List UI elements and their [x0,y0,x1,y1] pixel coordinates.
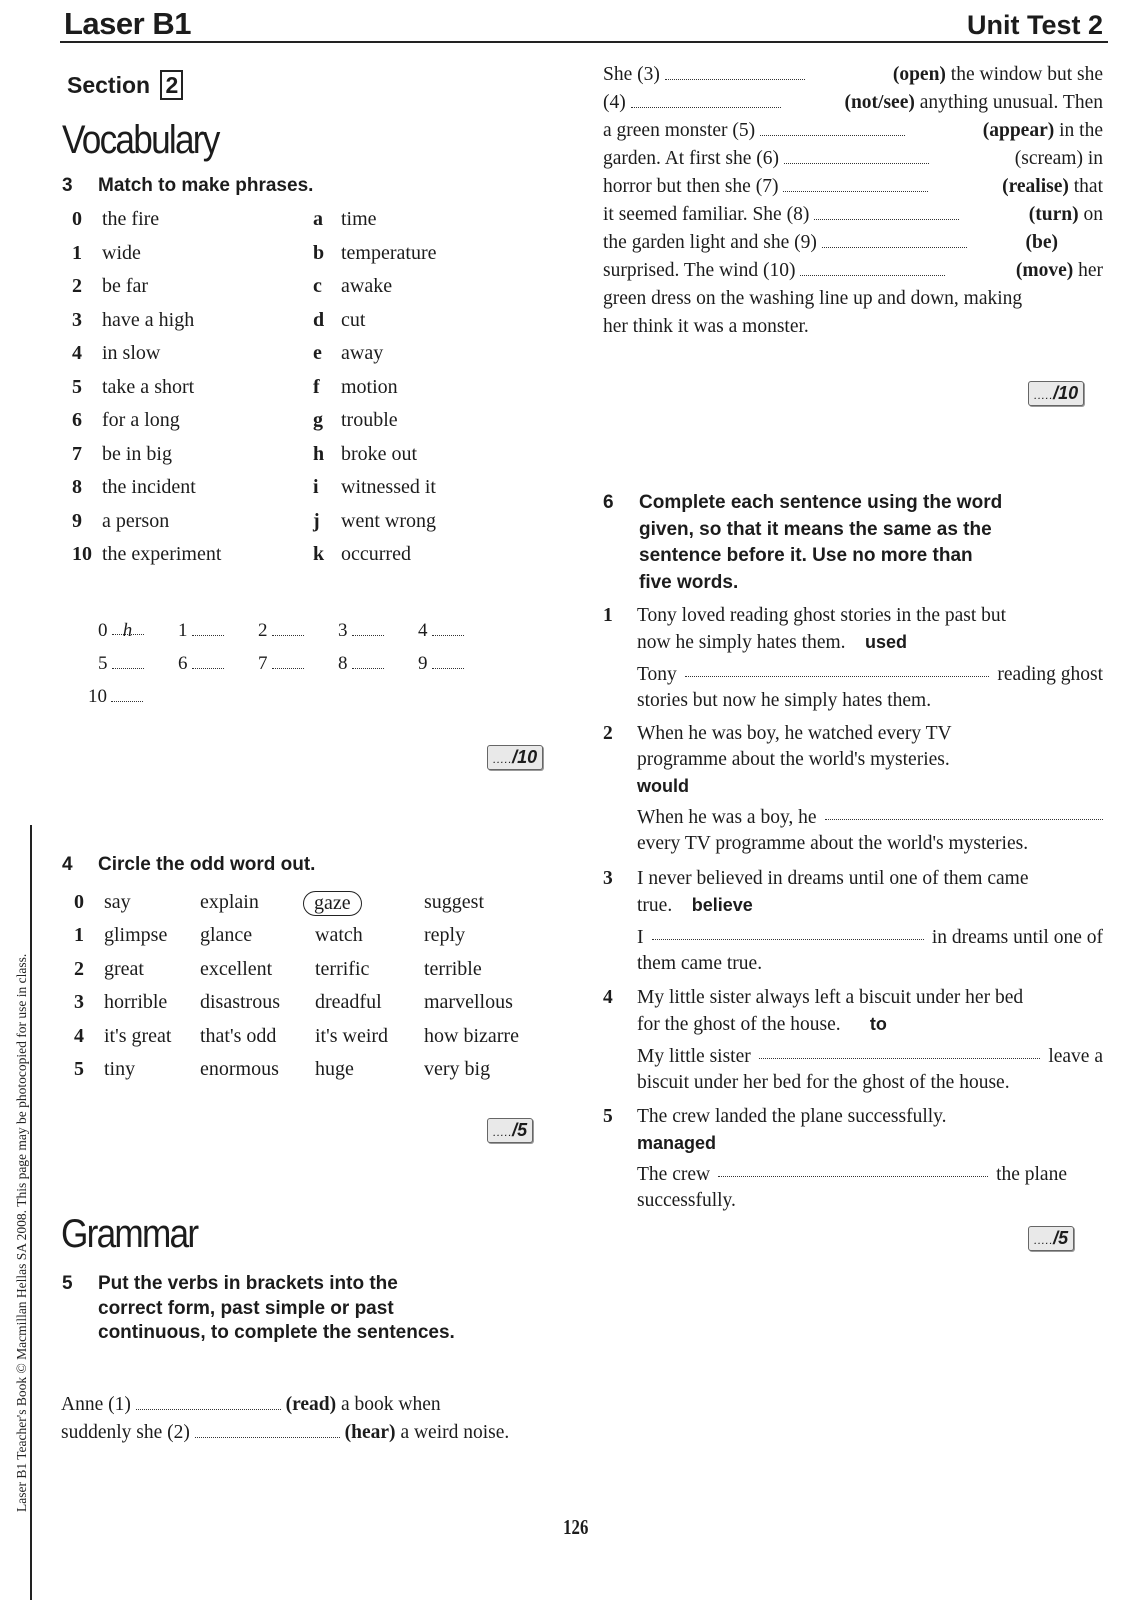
section-text: Section [67,72,151,98]
gap-8[interactable] [814,205,959,220]
q5-text-continued: She (3) (open) the window but she (4) (not/see) anything unusual. Then a green monster (5) (appear) in the garden. At first she (6) (scream) in horror but then she (7) (realise) that it seemed familiar. She (8) (turn) on the garden light and she (9) (be) surprised. The wind (10) (move) her green dress on the washing line up and down, making her think it was a monster. [603,61,1103,341]
q3-left-num: 7 [72,442,82,465]
q5-text-start: Anne (1) (read) a book when suddenly she (2) (hear) a weird noise. [61,1394,510,1443]
vocabulary-heading: Vocabulary [62,118,219,162]
q3-left-num: 0 [72,208,82,230]
word-option[interactable]: say [104,891,131,913]
q5-instruction: 5 Put the verbs in brackets into the correct form, past simple or past continuous, to complete the sentences. [62,1273,455,1343]
header-unit: Unit Test 2 [966,10,1103,40]
q3-left-column [72,208,322,577]
q4-text: Circle the odd word out. [98,854,316,875]
word-option[interactable]: great [104,958,144,980]
gap-7[interactable] [783,177,928,192]
q3-right-letter: i [313,476,319,498]
q6-instruction: 6 Complete each sentence using the word given, so that it means the same as the sentence before it. Use no more than five words. [603,492,1003,593]
q4-row: 0 say explain gaze suggest [74,891,484,914]
q4-row: 2 great excellent terrific terrible [74,958,482,980]
word-option[interactable]: that's odd [200,1025,277,1047]
word-option[interactable]: explain [200,891,259,913]
word-option[interactable]: glance [200,924,253,946]
q3-right-column [313,208,553,577]
q5-line: garden. At first she (6) (scream) in [603,148,1103,169]
q4-row: 5 tiny enormous huge very big [74,1058,491,1080]
q3-left-num: 3 [72,308,82,331]
q6-number: 6 [603,492,614,513]
q3-right-phrase: away [341,342,384,364]
key-word: managed [637,1133,717,1153]
q4-row: 3 horrible disastrous dreadful marvellous [74,991,513,1013]
margin-rule [30,825,32,1600]
q3-right-phrase: broke out [341,442,418,465]
word-option[interactable]: terrific [315,958,370,980]
q3-right-letter: k [313,543,325,565]
q3-right-phrase: cut [341,308,366,331]
q3-left-phrase: be far [102,275,149,297]
answer-gap[interactable] [652,925,924,940]
word-option[interactable]: disastrous [200,991,280,1013]
copyright-notice: Laser B1 Teacher's Book © Macmillan Hellas SA 2008. This page may be photocopied for use in class. [14,953,29,1512]
answer-gap[interactable] [825,805,1103,820]
section-number: 2 [160,70,183,100]
q3-left-phrase: have a high [102,308,195,331]
word-option[interactable]: suggest [424,891,484,913]
q3-right-letter: h [313,442,325,465]
q3-right-letter: j [313,509,320,532]
gap-3[interactable] [665,65,805,80]
q5-line: a green monster (5) (appear) in the [603,120,1103,141]
q3-left-num: 6 [72,409,82,431]
answer-gap[interactable] [759,1044,1041,1059]
answer-gap[interactable] [718,1162,988,1177]
q3-right-letter: b [313,241,325,264]
q3-left-phrase: take a short [102,375,195,398]
q3-right-letter: g [313,409,323,431]
q5-line: surprised. The wind (10) (move) her [603,260,1103,281]
gap-6[interactable] [784,149,929,164]
q3-left-num: 8 [72,476,82,498]
q5-line: She (3) (open) the window but she [603,64,1103,85]
q5-line: (4) (not/see) anything unusual. Then [603,92,1103,113]
q3-instruction [62,173,313,199]
word-option[interactable]: dreadful [315,991,382,1013]
q3-left-phrase: a person [102,509,170,532]
q6-score-box: ...../5 [1028,1226,1074,1251]
answer-slot[interactable]: 10 [88,686,143,708]
q3-text: Match to make phrases. [98,175,314,196]
q5-score-box: ...../10 [1028,381,1084,406]
q6-item: 1 Tony loved reading ghost stories in the past but now he simply hates them. used Tony reading ghost stories but now he simply hates them. [603,605,1103,711]
q3-right-phrase: witnessed it [341,476,436,498]
word-option[interactable]: very big [424,1058,491,1080]
q4-row: 4 it's great that's odd it's weird how bizarre [74,1025,519,1047]
q3-right-phrase: time [341,208,377,230]
q4-row: 1 glimpse glance watch reply [74,924,466,946]
word-option[interactable]: glimpse [104,924,168,946]
answer-slot[interactable]: 2 [258,620,304,642]
gap-5[interactable] [760,121,905,136]
answer-slot[interactable]: 8 [338,653,384,675]
gap-4[interactable] [631,93,781,108]
q3-number: 3 [62,175,73,196]
word-option[interactable]: it's great [104,1025,172,1047]
q6-item: 2 When he was boy, he watched every TV programme about the world's mysteries. would When he was a boy, he every TV programme about the world's mysteries. [603,721,1103,857]
q3-left-phrase: the incident [102,476,196,498]
q3-left-num: 2 [72,275,82,297]
q3-right-letter: d [313,308,325,331]
answer-gap[interactable] [685,662,990,677]
q3-right-phrase: awake [341,275,393,297]
q4-instruction [62,852,315,878]
word-option[interactable]: excellent [200,958,273,980]
q3-left-num: 1 [72,241,82,264]
q3-left-num: 9 [72,509,82,532]
header-divider [60,41,1108,43]
q3-right-letter: e [313,342,322,364]
key-word: used [865,632,908,652]
word-option[interactable]: it's weird [315,1025,389,1047]
q3-right-letter: f [313,375,320,398]
q3-left-phrase: the experiment [102,543,222,565]
key-word: would [637,776,689,796]
header-title: Laser B1 [64,6,191,41]
q3-left-num: 4 [72,342,82,364]
q6-item: 4 My little sister always left a biscuit under her bed for the ghost of the house. to My little sister leave a biscuit under her bed for the ghost of the house. [603,987,1103,1093]
q3-left-num: 5 [72,375,82,398]
key-word: believe [691,895,753,915]
word-option[interactable]: watch [315,924,363,946]
answer-slot[interactable]: 9 [418,653,464,675]
key-word: to [869,1014,887,1034]
answer-slot[interactable]: 1 [178,620,224,642]
q3-right-letter: a [313,208,323,230]
q5-line: horror but then she (7) (realise) that [603,176,1103,197]
q6-item: 5 The crew landed the plane successfully. managed The crew the plane successfully. [603,1104,1103,1214]
q3-left-phrase: be in big [102,442,172,465]
page-number: 126 [563,1515,589,1539]
answer-slot: 0 h [98,620,144,642]
q3-right-phrase: trouble [341,409,398,431]
word-option[interactable]: huge [315,1058,354,1080]
gap-9[interactable] [822,233,967,248]
word-option[interactable]: horrible [104,991,168,1013]
answer-slot[interactable]: 5 [98,653,144,675]
example-answer: h [112,620,144,635]
word-option[interactable]: how bizarre [424,1025,519,1047]
word-option[interactable]: terrible [424,958,482,980]
word-option[interactable]: tiny [104,1058,136,1080]
word-option[interactable]: marvellous [424,991,513,1013]
answer-slot[interactable]: 7 [258,653,304,675]
q5-line: it seemed familiar. She (8) (turn) on [603,204,1103,225]
answer-slot[interactable]: 4 [418,620,464,642]
answer-slot[interactable]: 6 [178,653,224,675]
q3-left-phrase: in slow [102,342,161,364]
answer-slot[interactable]: 3 [338,620,384,642]
circled-word[interactable]: gaze [303,891,362,916]
q3-left-num: 10 [72,543,92,565]
q5-line: the garden light and she (9) (be) [603,232,1058,253]
gap-10[interactable] [800,261,945,276]
section-label [67,70,183,100]
q3-score-box: ...../10 [487,745,543,770]
q3-right-phrase: occurred [341,543,411,565]
q5-number: 5 [62,1273,73,1294]
grammar-heading: Grammar [61,1212,198,1256]
q3-left-phrase: for a long [102,409,180,431]
word-option[interactable]: enormous [200,1058,279,1080]
q4-score-box: ...../5 [487,1118,533,1143]
q3-left-phrase: the fire [102,208,160,230]
q3-right-letter: c [313,275,322,297]
q6-item: 3 I never believed in dreams until one of them came true. believe I in dreams until one of them came true. [603,868,1103,974]
q3-right-phrase: temperature [341,241,437,264]
q3-right-phrase: went wrong [341,509,436,532]
word-option[interactable]: reply [424,924,466,946]
gap-2[interactable] [195,1423,340,1438]
q3-right-phrase: motion [341,375,398,398]
q4-number: 4 [62,854,73,875]
q3-left-phrase: wide [102,241,141,264]
gap-1[interactable] [136,1395,281,1410]
